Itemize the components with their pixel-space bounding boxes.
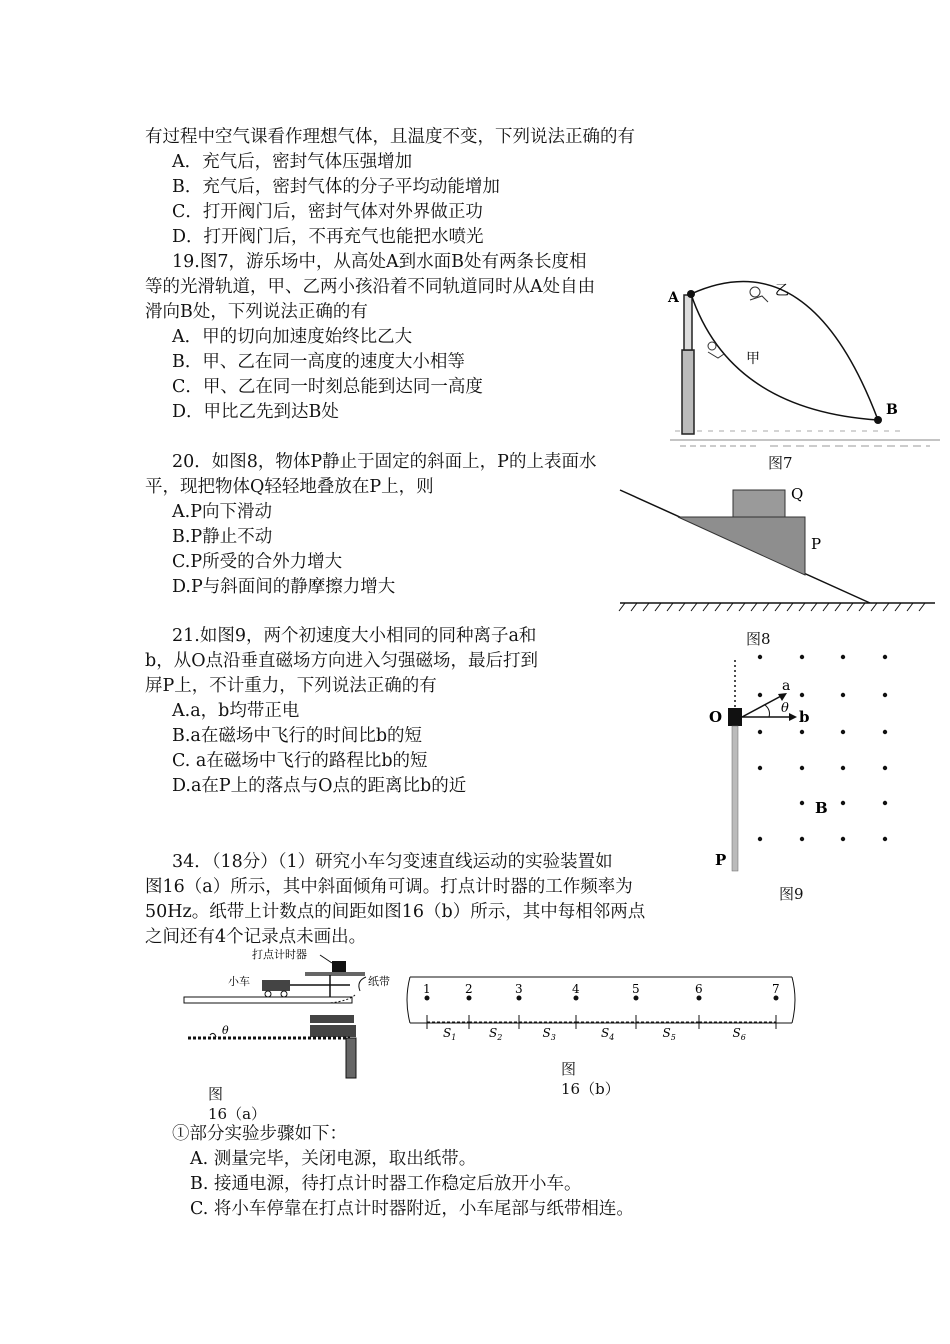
tape-point-label: 4 bbox=[572, 982, 580, 996]
block-p bbox=[678, 517, 805, 575]
tape-segment-label: $S_1$ bbox=[443, 1026, 457, 1042]
figure-16a-caption-line2: 16（a） bbox=[208, 1105, 267, 1123]
q18-option-c: C．打开阀门后，密封气体对外界做正功 bbox=[172, 202, 483, 222]
q34-stem-line2: 图16（a）所示，其中斜面倾角可调。打点计时器的工作频率为 bbox=[145, 877, 633, 897]
fig9-label-o: O bbox=[709, 708, 723, 726]
q19-stem-line1: 19.图7，游乐场中，从高处A到水面B处有两条长度相 bbox=[172, 252, 587, 272]
tape-point-label: 3 bbox=[515, 982, 523, 996]
fig16a-timer-label: 打点计时器 bbox=[252, 948, 307, 961]
q21-stem-line2: b，从O点沿垂直磁场方向进入匀强磁场，最后打到 bbox=[145, 651, 539, 671]
tape-point bbox=[774, 996, 779, 1001]
q34-stem-line1: 34．（18分）（1）研究小车匀变速直线运动的实验装置如 bbox=[172, 852, 613, 872]
tape-point bbox=[425, 996, 430, 1001]
fig9-label-theta: θ bbox=[781, 701, 789, 716]
fig7-label-a: A bbox=[668, 290, 679, 306]
block-q bbox=[733, 490, 785, 517]
timer-device bbox=[332, 961, 346, 973]
q34-steps-title: ①部分实验步骤如下： bbox=[172, 1124, 347, 1144]
q20-option-a: A.P向下滑动 bbox=[172, 502, 272, 522]
tape-segment-label: $S_6$ bbox=[732, 1026, 746, 1042]
fig9-label-a: a bbox=[782, 678, 791, 694]
fig16a-cart-label: 小车 bbox=[228, 975, 250, 988]
cart bbox=[262, 980, 290, 991]
fig7-label-b: B bbox=[886, 402, 898, 418]
tape-segment-label: $S_4$ bbox=[601, 1026, 615, 1042]
q34-step-c: C. 将小车停靠在打点计时器附近，小车尾部与纸带相连。 bbox=[190, 1199, 634, 1219]
q34-stem-line3: 50Hz。纸带上计数点的间距如图16（b）所示，其中每相邻两点 bbox=[145, 902, 646, 922]
figure-8 bbox=[615, 485, 945, 625]
tape-segment-label: $S_5$ bbox=[662, 1026, 676, 1042]
fig16a-tape-label: 纸带 bbox=[368, 975, 390, 988]
tape-point-label: 1 bbox=[423, 982, 431, 996]
q19-stem-line3: 滑向B处，下列说法正确的有 bbox=[145, 302, 368, 322]
figure-9 bbox=[705, 650, 905, 875]
tape-segment-label: $S_3$ bbox=[542, 1026, 556, 1042]
q21-option-d: D.a在P上的落点与O点的距离比b的近 bbox=[172, 776, 467, 796]
q21-stem-line1: 21.如图9，两个初速度大小相同的同种离子a和 bbox=[172, 626, 537, 646]
figure-9-caption: 图9 bbox=[779, 885, 804, 903]
q20-option-b: B.P静止不动 bbox=[172, 527, 273, 547]
tape-point bbox=[574, 996, 579, 1001]
fig7-label-jia: 甲 bbox=[746, 351, 760, 367]
q21-option-c: C. a在磁场中飞行的路程比b的短 bbox=[172, 751, 428, 771]
q19-option-b: B．甲、乙在同一高度的速度大小相等 bbox=[172, 352, 465, 372]
tape-point-label: 2 bbox=[465, 982, 473, 996]
q18-option-a: A．充气后，密封气体压强增加 bbox=[172, 152, 413, 172]
q20-option-d: D.P与斜面间的静摩擦力增大 bbox=[172, 577, 396, 597]
screen-p bbox=[732, 726, 738, 871]
tower-pillar bbox=[682, 350, 694, 434]
q19-option-a: A．甲的切向加速度始终比乙大 bbox=[172, 327, 413, 347]
q34-step-b: B. 接通电源，待打点计时器工作稳定后放开小车。 bbox=[190, 1174, 582, 1194]
figure-7 bbox=[660, 270, 945, 470]
figure-16b bbox=[402, 975, 802, 1050]
tape-point bbox=[467, 996, 472, 1001]
figure-16a-caption-line1: 图 bbox=[208, 1085, 224, 1103]
q20-option-c: C.P所受的合外力增大 bbox=[172, 552, 343, 572]
q19-option-d: D．甲比乙先到达B处 bbox=[172, 402, 339, 422]
fig8-label-q: Q bbox=[791, 485, 804, 503]
tape-point-label: 5 bbox=[632, 982, 640, 996]
tape-point bbox=[517, 996, 522, 1001]
figure-16a bbox=[180, 945, 400, 1080]
q18-stem: 有过程中空气课看作理想气体，且温度不变，下列说法正确的有 bbox=[145, 127, 635, 147]
q18-option-b: B．充气后，密封气体的分子平均动能增加 bbox=[172, 177, 500, 197]
q34-step-a: A. 测量完毕，关闭电源，取出纸带。 bbox=[190, 1149, 477, 1169]
figure-16b-caption-line1: 图 bbox=[561, 1060, 577, 1078]
fig8-label-p: P bbox=[811, 535, 822, 553]
q21-option-b: B.a在磁场中飞行的时间比b的短 bbox=[172, 726, 423, 746]
fig16a-angle-label: θ bbox=[222, 1024, 229, 1037]
q18-option-d: D．打开阀门后，不再充气也能把水喷光 bbox=[172, 227, 484, 247]
q34-stem-line4: 之间还有4个记录点未画出。 bbox=[145, 927, 367, 947]
figure-16b-caption-line2: 16（b） bbox=[561, 1080, 620, 1098]
q21-option-a: A.a，b均带正电 bbox=[172, 701, 300, 721]
fig9-label-p: P bbox=[715, 851, 727, 869]
fig7-label-yi: 乙 bbox=[775, 283, 789, 299]
tape-point bbox=[697, 996, 702, 1001]
source-o bbox=[728, 708, 742, 726]
q20-stem-line1: 20．如图8，物体P静止于固定的斜面上，P的上表面水 bbox=[172, 452, 597, 472]
q19-stem-line2: 等的光滑轨道，甲、乙两小孩沿着不同轨道同时从A处自由 bbox=[145, 277, 596, 297]
q19-option-c: C．甲、乙在同一时刻总能到达同一高度 bbox=[172, 377, 483, 397]
tape-point-label: 7 bbox=[772, 982, 780, 996]
tape-point bbox=[634, 996, 639, 1001]
fig9-label-field: B bbox=[815, 799, 828, 817]
tape-point-label: 6 bbox=[695, 982, 703, 996]
q20-stem-line2: 平，现把物体Q轻轻地叠放在P上，则 bbox=[145, 477, 434, 497]
figure-7-caption: 图7 bbox=[768, 454, 793, 472]
tape-segment-label: $S_2$ bbox=[489, 1026, 503, 1042]
q21-stem-line3: 屏P上，不计重力，下列说法正确的有 bbox=[145, 676, 437, 696]
fig9-label-b: b bbox=[799, 708, 810, 726]
figure-8-caption: 图8 bbox=[746, 630, 771, 648]
